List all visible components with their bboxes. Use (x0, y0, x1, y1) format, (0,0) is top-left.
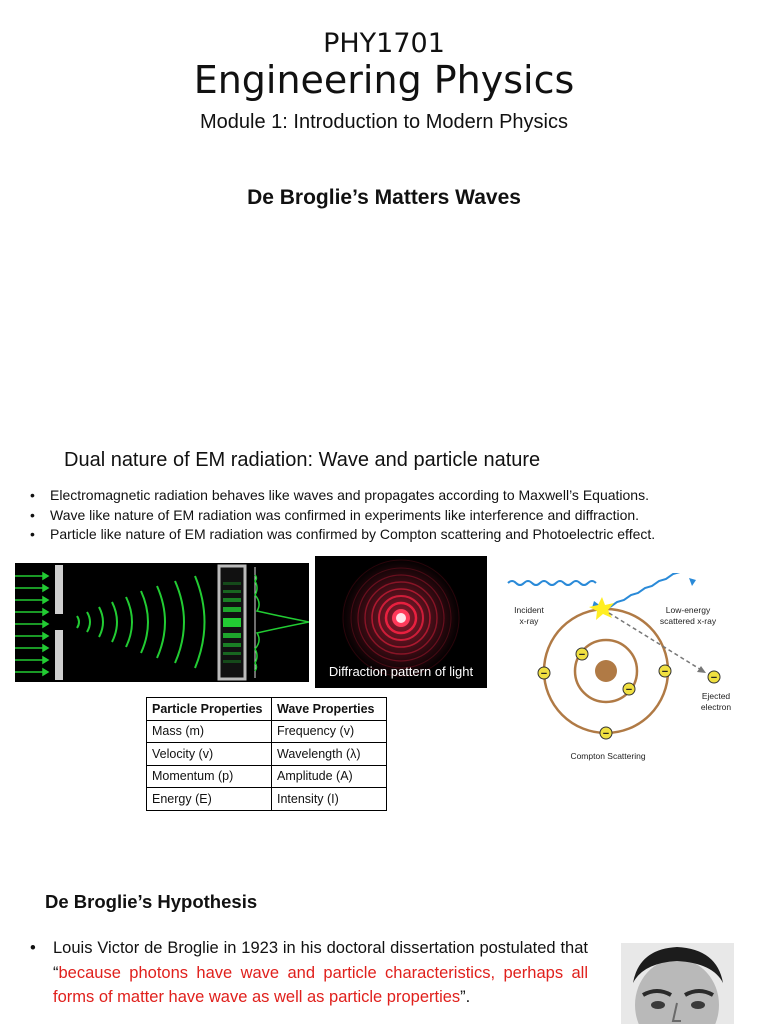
diffraction-caption: Diffraction pattern of light (328, 664, 474, 679)
electron-icon: − (661, 666, 669, 678)
electron-icon: − (625, 684, 633, 696)
de-broglie-portrait (621, 943, 734, 1024)
electron-icon: − (578, 649, 586, 661)
ejected-label-line1: Ejected (701, 691, 731, 701)
hypothesis-quote: because photons have wave and particle characteristics, perhaps all forms of matter have wave as well as particle properties (53, 963, 588, 1006)
header-particle-properties: Particle Properties (147, 698, 272, 721)
particle-cell: Velocity (v) (147, 743, 272, 766)
course-title: Engineering Physics (193, 58, 575, 102)
single-slit-diffraction-figure (15, 563, 309, 682)
wave-cell: Frequency (v) (272, 720, 387, 743)
section-title: De Broglie’s Matters Waves (247, 186, 521, 209)
ejected-label-line2: electron (700, 702, 732, 712)
bullet-compton-photoelectric: • Particle like nature of EM radiation was confirmed by Compton scattering and Photoelectric effect. (30, 525, 750, 545)
header-wave-properties: Wave Properties (272, 698, 387, 721)
electron-icon: − (710, 672, 718, 684)
table-row (147, 765, 387, 788)
particle-cell: Energy (E) (147, 788, 272, 811)
scattered-label-line2: scattered x-ray (659, 616, 717, 626)
incident-label-line1: Incident (514, 605, 544, 615)
hypothesis-title: De Broglie’s Hypothesis (45, 891, 258, 912)
hypothesis-text-after: ”. (460, 988, 471, 1006)
table-header-row (147, 698, 387, 721)
course-code: PHY1701 (323, 28, 445, 59)
electron-icon: − (540, 668, 548, 680)
compton-caption: Compton Scattering (570, 751, 646, 761)
hypothesis-text-before: Louis Victor de Broglie in 1923 in his doctoral dissertation postulated that “ (53, 939, 588, 982)
electron-icon: − (602, 728, 610, 740)
bullet-interference: • Wave like nature of EM radiation was confirmed in experiments like interference and diffraction. (30, 506, 750, 526)
bullet-maxwell: • Electromagnetic radiation behaves like waves and propagates according to Maxwell’s Equations. (30, 486, 750, 506)
compton-scattering-diagram (498, 573, 738, 765)
scattered-label-line1: Low-energy (665, 605, 711, 615)
em-radiation-bullet-list (30, 486, 750, 545)
incident-label-line2: x-ray (519, 616, 539, 626)
particle-cell: Momentum (p) (147, 765, 272, 788)
properties-table (146, 697, 387, 811)
wave-cell: Intensity (I) (272, 788, 387, 811)
bullet-icon: • (30, 939, 36, 957)
dual-nature-heading: Dual nature of EM radiation: Wave and particle nature (64, 449, 541, 471)
table-row (147, 720, 387, 743)
table-row (147, 788, 387, 811)
wave-cell: Wavelength (λ) (272, 743, 387, 766)
table-row (147, 743, 387, 766)
module-title: Module 1: Introduction to Modern Physics (200, 111, 568, 133)
particle-cell: Mass (m) (147, 720, 272, 743)
wave-cell: Amplitude (A) (272, 765, 387, 788)
diffraction-rings-figure (315, 556, 487, 688)
hypothesis-paragraph (30, 936, 588, 1010)
